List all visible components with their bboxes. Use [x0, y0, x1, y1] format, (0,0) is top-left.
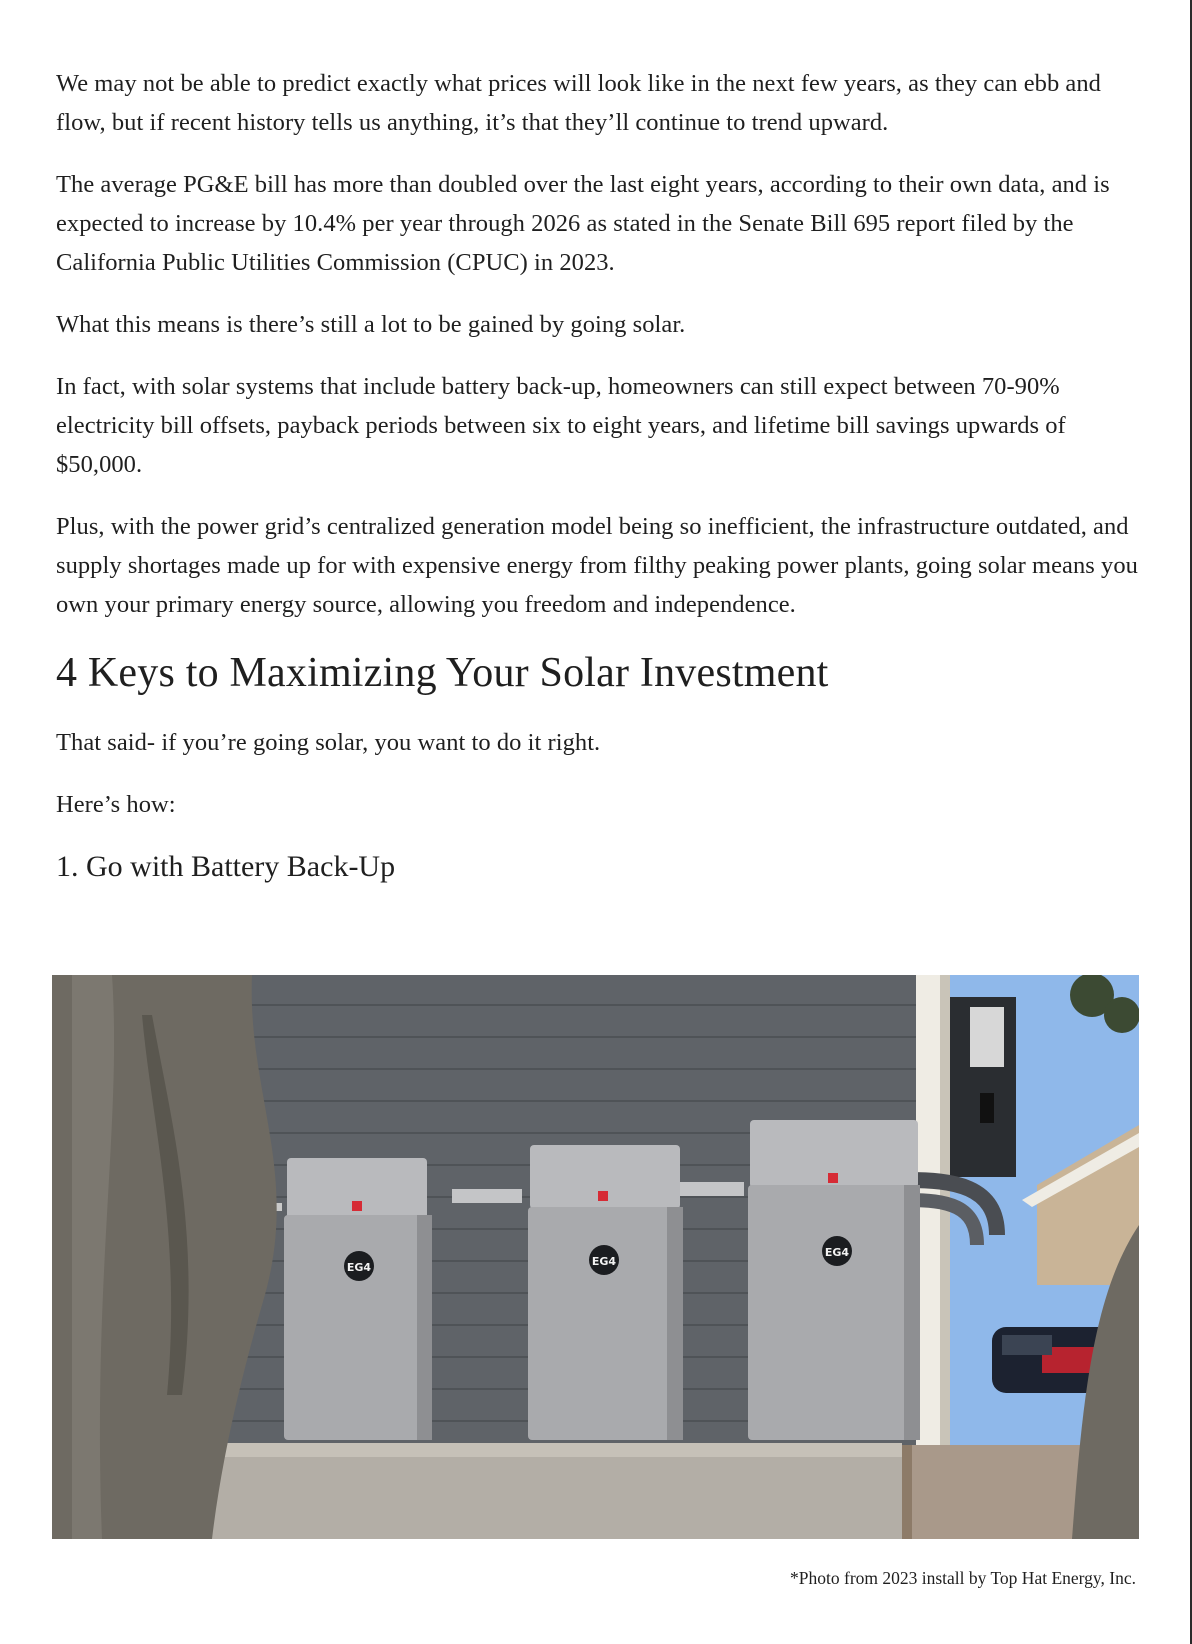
paragraph-pge-bill: The average PG&E bill has more than doubled over the last eight years, according to their own data, and is expected to increase by 10.4% per year through 2026 as stated in the Senate Bill 695 report filed by the California Public Utilities Commission (CPUC) in 2023. — [56, 171, 1110, 276]
paragraph-grid-independence: Plus, with the power grid’s centralized generation model being so inefficient, the infrastructure outdated, and supply shortages made up for with expensive energy from filthy peaking power plants, going solar means you own your primary energy source, allowing you freedom and independence. — [56, 513, 1138, 618]
paragraph-solar-gain: What this means is there’s still a lot to be gained by going solar. — [56, 311, 686, 338]
battery-install-photo — [52, 975, 1139, 1539]
subheading-battery-backup: 1. Go with Battery Back-Up — [56, 850, 396, 883]
paragraph-price-trend: We may not be able to predict exactly what prices will look like in the next few years, as they can ebb and flow, but if recent history tells us anything, it’s that they’ll continue to trend upward. — [56, 70, 1101, 136]
paragraph-battery-savings: In fact, with solar systems that include battery back-up, homeowners can still expect between 70-90% electricity bill offsets, payback periods between six to eight years, and lifetime bill savings upwards of $50,000. — [56, 373, 1066, 478]
paragraph-heres-how: Here’s how: — [56, 791, 176, 818]
paragraph-do-it-right: That said- if you’re going solar, you want to do it right. — [56, 729, 601, 756]
photo-caption: *Photo from 2023 install by Top Hat Energy, Inc. — [790, 1568, 1136, 1588]
section-heading: 4 Keys to Maximizing Your Solar Investment — [56, 650, 829, 696]
article-body — [56, 64, 1146, 911]
battery-3-logo: EG4 — [824, 1246, 850, 1259]
battery-2-logo: EG4 — [591, 1255, 617, 1268]
battery-1-logo: EG4 — [346, 1261, 372, 1274]
